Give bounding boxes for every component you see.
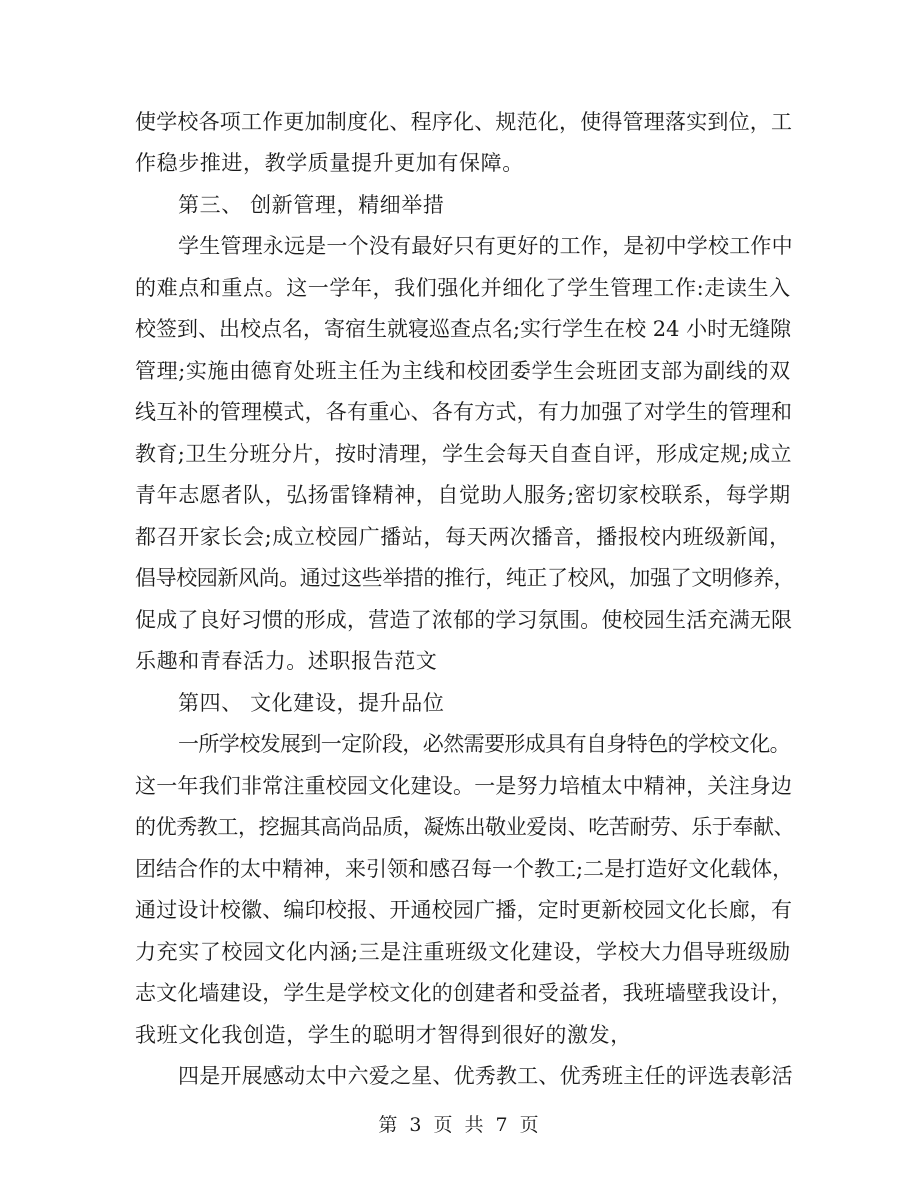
text-line: 校签到、出校点名，寄宿生就寝巡查点名;实行学生在校 24 小时无缝隙 — [135, 317, 792, 341]
text-line: 通过设计校徽、编印校报、开通校园广播，定时更新校园文化长廊，有 — [135, 898, 793, 922]
text-line: 都召开家长会;成立校园广播站，每天两次播音，播报校内班级新闻， — [135, 525, 791, 549]
text-line: 的难点和重点。这一学年，我们强化并细化了学生管理工作:走读生入 — [135, 276, 791, 300]
text-line: 团结合作的太中精神，来引领和感召每一个教工;二是打造好文化载体， — [135, 857, 794, 881]
text-line: 管理;实施由德育处班主任为主线和校团委学生会班团支部为副线的双 — [135, 359, 791, 383]
text-line: 的优秀教工，挖掘其高尚品质，凝炼出敬业爱岗、吃苦耐劳、乐于奉献、 — [135, 815, 795, 839]
text-line: 学生管理永远是一个没有最好只有更好的工作，是初中学校工作中 — [178, 234, 793, 258]
text-line: 乐趣和青春活力。述职报告范文 — [135, 649, 438, 673]
text-line: 一所学校发展到一定阶段，必然需要形成具有自身特色的学校文化。 — [178, 732, 790, 756]
text-line: 我班文化我创造，学生的聪明才智得到很好的激发， — [135, 1023, 632, 1047]
page-number-footer: 第 3 页 共 7 页 — [378, 1114, 542, 1136]
text-line: 线互补的管理模式，各有重心、各有方式，有力加强了对学生的管理和 — [135, 400, 793, 424]
text-line: 志文化墙建设，学生是学校文化的创建者和受益者，我班墙壁我设计， — [135, 981, 793, 1005]
section-heading: 第四、 文化建设，提升品位 — [178, 691, 445, 715]
text-line: 倡导校园新风尚。通过这些举措的推行，纯正了校风，加强了文明修养， — [135, 566, 795, 590]
text-line: 使学校各项工作更加制度化、程序化、规范化，使得管理落实到位，工 — [135, 110, 793, 134]
text-line: 力充实了校园文化内涵;三是注重班级文化建设，学校大力倡导班级励 — [135, 940, 791, 964]
text-line: 青年志愿者队，弘扬雷锋精神，自觉助人服务;密切家校联系，每学期 — [135, 483, 791, 507]
text-line: 这一年我们非常注重校园文化建设。一是努力培植太中精神，关注身边 — [135, 774, 793, 798]
text-line: 促成了良好习惯的形成，营造了浓郁的学习氛围。使校园生活充满无限 — [135, 608, 793, 632]
text-line: 作稳步推进，教学质量提升更加有保障。 — [135, 151, 524, 175]
text-line: 教育;卫生分班分片，按时清理，学生会每天自查自评，形成定规;成立 — [135, 442, 792, 466]
text-line: 四是开展感动太中六爱之星、优秀教工、优秀班主任的评选表彰活 — [178, 1064, 793, 1088]
section-heading: 第三、 创新管理，精细举措 — [178, 193, 445, 217]
